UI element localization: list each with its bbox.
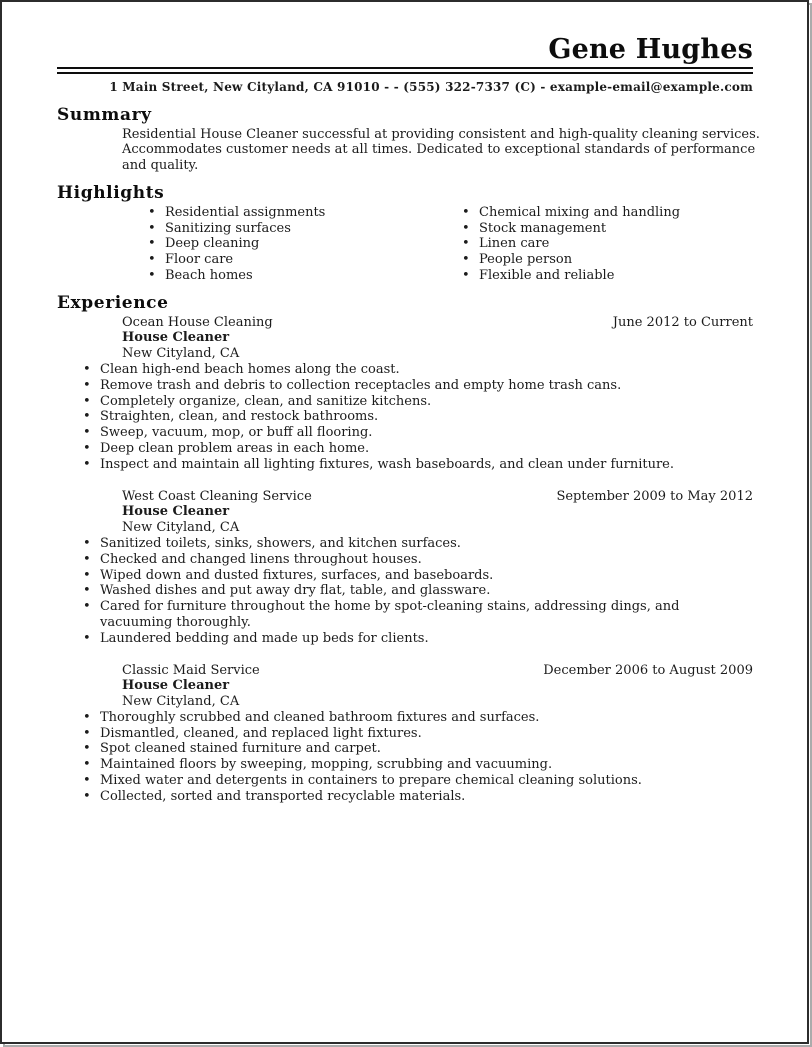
job-dates: September 2009 to May 2012 (556, 488, 753, 504)
job-location: New Cityland, CA (122, 520, 240, 536)
job-header (122, 489, 753, 505)
highlight-item: • Floor care (122, 252, 436, 268)
summary-heading: Summary (57, 104, 152, 125)
job-company: Ocean House Cleaning (122, 314, 273, 330)
job-bullet: • Laundered bedding and made up beds for clients. (57, 631, 753, 647)
job-bullet: • Spot cleaned stained furniture and carpet. (57, 741, 753, 757)
job-bullet: • Remove trash and debris to collection receptacles and empty home trash cans. (57, 378, 753, 394)
job-bullet: • Maintained floors by sweeping, mopping, scrubbing and vacuuming. (57, 757, 753, 773)
job-bullet: • Thoroughly scrubbed and cleaned bathroom fixtures and surfaces. (57, 710, 753, 726)
job-bullet: • Checked and changed linens throughout houses. (57, 552, 753, 568)
highlight-item: • People person (436, 252, 753, 268)
job-company: West Coast Cleaning Service (122, 488, 312, 504)
person-name: Gene Hughes (548, 34, 753, 65)
job-bullet: • Dismantled, cleaned, and replaced light fixtures. (57, 726, 753, 742)
job-bullet: • Wiped down and dusted fixtures, surfaces, and baseboards. (57, 568, 753, 584)
contact-line: 1 Main Street, New Cityland, CA 91010 - - (555) 322-7337 (C) - example-email@example.com (109, 80, 753, 94)
job-bullet-list (57, 536, 753, 647)
job-location: New Cityland, CA (122, 694, 240, 710)
job-bullet: • Sanitized toilets, sinks, showers, and kitchen surfaces. (57, 536, 753, 552)
job-bullet: • Inspect and maintain all lighting fixtures, wash baseboards, and clean under furniture. (57, 457, 753, 473)
job-entry (57, 315, 753, 473)
highlight-item: • Sanitizing surfaces (122, 221, 436, 237)
job-entry (57, 663, 753, 805)
header-divider (57, 67, 753, 74)
highlight-item: • Residential assignments (122, 205, 436, 221)
job-bullet: • Completely organize, clean, and sanitize kitchens. (57, 394, 753, 410)
job-title: House Cleaner (122, 678, 230, 694)
job-company: Classic Maid Service (122, 662, 260, 678)
resume-content (2, 2, 807, 805)
job-bullet: • Deep clean problem areas in each home. (57, 441, 753, 457)
job-bullet: • Collected, sorted and transported recyclable materials. (57, 789, 753, 805)
highlights-heading: Highlights (57, 182, 165, 203)
job-bullet: • Cared for furniture throughout the home by spot-cleaning stains, addressing dings, and vacuuming thoroughly. (57, 599, 753, 631)
job-bullet: • Straighten, clean, and restock bathrooms. (57, 409, 753, 425)
experience-heading: Experience (57, 292, 169, 313)
highlights-column-left (122, 205, 436, 284)
job-bullet-list (57, 710, 753, 805)
job-location: New Cityland, CA (122, 346, 240, 362)
job-bullet: • Mixed water and detergents in containers to prepare chemical cleaning solutions. (57, 773, 753, 789)
summary-text: Residential House Cleaner successful at providing consistent and high-quality cleaning services. Accommodates customer needs at all times. Dedicated to exceptional standards of performance and quality. (122, 126, 760, 174)
job-header (122, 315, 753, 331)
job-bullet: • Washed dishes and put away dry flat, table, and glassware. (57, 583, 753, 599)
highlight-item: • Stock management (436, 221, 753, 237)
job-bullet: • Sweep, vacuum, mop, or buff all flooring. (57, 425, 753, 441)
job-title: House Cleaner (122, 330, 230, 346)
highlight-item: • Flexible and reliable (436, 268, 753, 284)
job-dates: December 2006 to August 2009 (543, 662, 753, 678)
highlights-list (122, 205, 753, 284)
job-title: House Cleaner (122, 504, 230, 520)
highlight-item: • Beach homes (122, 268, 436, 284)
highlight-item: • Chemical mixing and handling (436, 205, 753, 221)
job-bullet-list (57, 362, 753, 473)
highlight-item: • Linen care (436, 236, 753, 252)
highlights-column-right (436, 205, 753, 284)
job-dates: June 2012 to Current (612, 314, 753, 330)
highlight-item: • Deep cleaning (122, 236, 436, 252)
job-bullet: • Clean high-end beach homes along the coast. (57, 362, 753, 378)
job-entry (57, 489, 753, 647)
job-header (122, 663, 753, 679)
